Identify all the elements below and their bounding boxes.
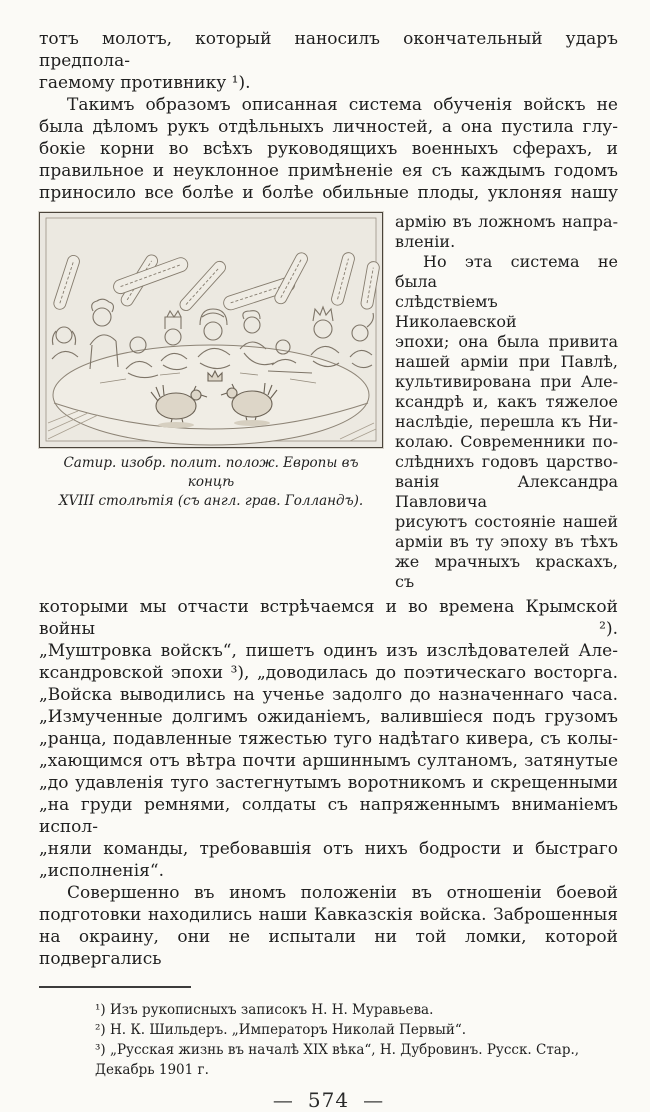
body-text-line: тотъ молотъ, который наносилъ окончательный ударъ предпола- — [39, 29, 618, 71]
body-text-line: подготовки находились наши Кавказскія войска. Заброшенныя — [39, 905, 618, 925]
page-footer — [39, 1088, 618, 1112]
figure-row — [39, 212, 618, 592]
body-text-line: эпохи; она была привита — [395, 332, 618, 351]
body-text-line: приносило все болѣе и болѣе обильные плоды, уклоняя нашу — [39, 183, 618, 203]
body-text-line: рисуютъ состояніе нашей — [395, 512, 618, 531]
body-text-line: „Войска выводились на ученье задолго до назначеннаго часа. — [39, 685, 618, 705]
body-text-line: правильное и неуклонное примѣненіе ея съ каждымъ годомъ — [39, 161, 618, 181]
footnote: ²) Н. К. Шильдеръ. „Императоръ Николай Первый“. — [95, 1022, 467, 1038]
body-text-line: культивирована при Але- — [395, 372, 618, 391]
body-text-line: „исполненія“. — [39, 861, 165, 881]
figure-caption — [39, 454, 383, 511]
body-text-line: же мрачныхъ краскахъ, съ — [395, 552, 618, 591]
satirical-engraving-image — [40, 213, 382, 447]
body-text-top — [39, 28, 618, 204]
footer-dash-left: — — [272, 1088, 294, 1112]
footnotes — [39, 1000, 618, 1080]
body-text-line: Но эта система не была — [395, 252, 618, 291]
body-text-line: наслѣдіе, перешла къ Ни- — [395, 412, 618, 431]
engraving-figure — [39, 212, 383, 511]
page-number: 574 — [307, 1088, 350, 1112]
body-text-line: арміи въ ту эпоху въ тѣхъ — [395, 532, 618, 551]
body-text-line: нашей арміи при Павлѣ, — [395, 352, 618, 371]
body-text-line: „няли команды, требовавшія отъ нихъ бодрости и быстраго — [39, 839, 618, 859]
body-text-line: которыми мы отчасти встрѣчаемся и во времена Крымской войны ²). — [39, 597, 618, 639]
footnote: ³) „Русская жизнь въ началѣ XIX вѣка“, Н. Дубровинъ. Русск. Стар., Декабрь 1901 г. — [95, 1042, 580, 1078]
body-text-line: на окраину, они не испытали ни той ломки, которой подвергались — [39, 927, 618, 969]
body-text-line: „Муштровка войскъ“, пишетъ одинъ изъ изслѣдователей Але- — [39, 641, 618, 661]
body-text-line: колаю. Современники по- — [395, 432, 618, 451]
body-text-line: „до удавленія туго застегнутымъ воротникомъ и скрещенными — [39, 773, 618, 793]
body-text-line: ксандрѣ и, какъ тяжелое — [395, 392, 618, 411]
engraving-plate — [39, 212, 383, 448]
footer-dash-right: — — [363, 1088, 385, 1112]
body-text-line: „ранца, подавленные тяжестью туго надѣтаго кивера, съ колы- — [39, 729, 618, 749]
body-text-line: армію въ ложномъ напра- — [395, 212, 618, 231]
body-text-line: бокіе корни во всѣхъ руководящихъ военныхъ сферахъ, и — [39, 139, 618, 159]
body-text-bottom — [39, 596, 618, 970]
figure-caption-line: Сатир. изобр. полит. полож. Европы въ концѣ — [63, 455, 359, 490]
body-text-line: ксандровской эпохи ³), „доводилась до поэтическаго восторга. — [39, 663, 618, 683]
body-text-line: была дѣломъ рукъ отдѣльныхъ личностей, а она пустила глу- — [39, 117, 618, 137]
body-text-line: „Измученные долгимъ ожиданіемъ, валившіеся подъ грузомъ — [39, 707, 618, 727]
body-text-line: слѣдствіемъ Николаевской — [395, 292, 517, 331]
figure-caption-line: XVIII столѣтія (съ англ. грав. Голландъ). — [58, 493, 364, 509]
body-text-side-column — [395, 212, 618, 592]
body-text-line: слѣднихъ годовъ царство- — [395, 452, 618, 471]
body-text-line: вленіи. — [395, 232, 456, 251]
body-text-line: „на груди ремнями, солдаты съ напряженнымъ вниманіемъ испол- — [39, 795, 618, 837]
body-text-line: Такимъ образомъ описанная система обученія войскъ не — [67, 95, 618, 115]
body-text-line: ванія Александра Павловича — [395, 472, 618, 511]
body-text-line: гаемому противнику ¹). — [39, 73, 251, 93]
body-text-line: „хающимся отъ вѣтра почти аршиннымъ султаномъ, затянутые — [39, 751, 618, 771]
body-text-line: Совершенно въ иномъ положеніи въ отношеніи боевой — [67, 883, 618, 903]
footnote-separator — [39, 986, 191, 988]
footnote: ¹) Изъ рукописныхъ записокъ Н. Н. Муравьева. — [95, 1002, 434, 1018]
